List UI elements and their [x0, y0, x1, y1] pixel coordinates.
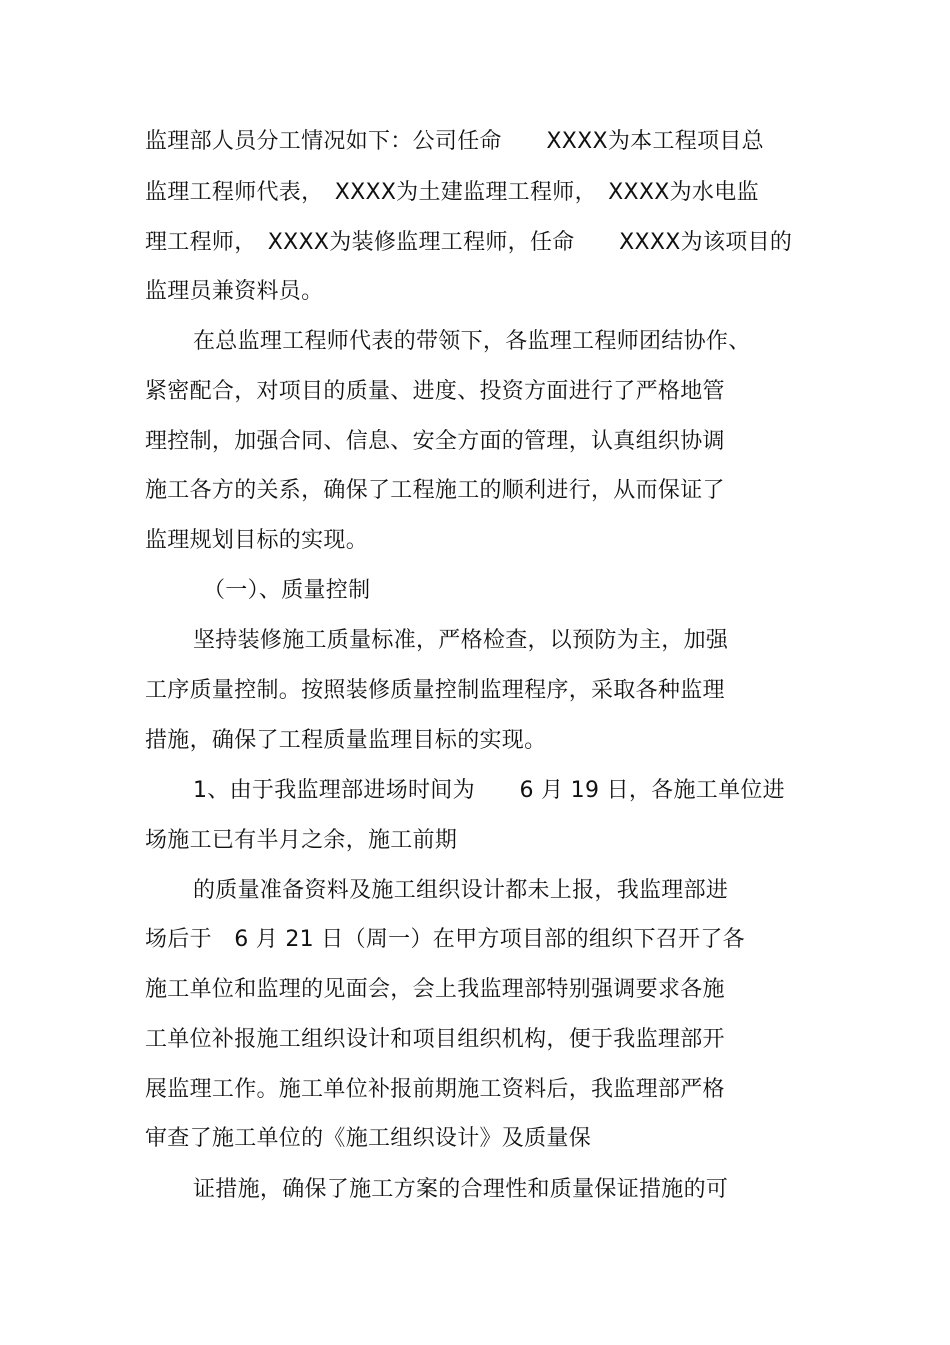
text-line: 施工各方的关系，确保了工程施工的顺利进行，从而保证了	[145, 478, 725, 503]
text-line: 展监理工作。施工单位补报前期施工资料后，我监理部严格	[145, 1077, 725, 1102]
text-line: 在总监理工程师代表的带领下，各监理工程师团结协作、	[193, 329, 751, 354]
text-line: 1、由于我监理部进场时间为 6 月 19 日，各施工单位进	[193, 778, 785, 803]
text-line: 工序质量控制。按照装修质量控制监理程序，采取各种监理	[145, 678, 725, 703]
text-line: 审查了施工单位的《施工组织设计》及质量保	[145, 1126, 592, 1151]
text-line: 施工单位和监理的见面会，会上我监理部特别强调要求各施	[145, 977, 725, 1002]
text-line: 措施，确保了工程质量监理目标的实现。	[145, 728, 547, 753]
text-line: 理工程师， XXXX为装修监理工程师，任命 XXXX为该项目的	[145, 230, 793, 255]
text-line: 场后于 6 月 21 日（周一）在甲方项目部的组织下召开了各	[145, 927, 745, 952]
text-line: 坚持装修施工质量标准，严格检查，以预防为主，加强	[193, 628, 729, 653]
text-line: 监理部人员分工情况如下：公司任命 XXXX为本工程项目总	[145, 129, 764, 154]
section-heading: （一）、质量控制	[203, 578, 371, 603]
text-line: 理控制，加强合同、信息、安全方面的管理，认真组织协调	[145, 429, 725, 454]
text-line: 证措施，确保了施工方案的合理性和质量保证措施的可	[193, 1177, 729, 1202]
text-line: 紧密配合，对项目的质量、进度、投资方面进行了严格地管	[145, 379, 725, 404]
text-line: 的质量准备资料及施工组织设计都未上报，我监理部进	[193, 878, 729, 903]
text-line: 监理工程师代表， XXXX为土建监理工程师， XXXX为水电监	[145, 180, 759, 205]
text-line: 监理员兼资料员。	[145, 279, 324, 304]
text-line: 监理规划目标的实现。	[145, 528, 369, 553]
text-line: 场施工已有半月之余，施工前期	[145, 828, 458, 853]
text-line: 工单位补报施工组织设计和项目组织机构，便于我监理部开	[145, 1027, 725, 1052]
